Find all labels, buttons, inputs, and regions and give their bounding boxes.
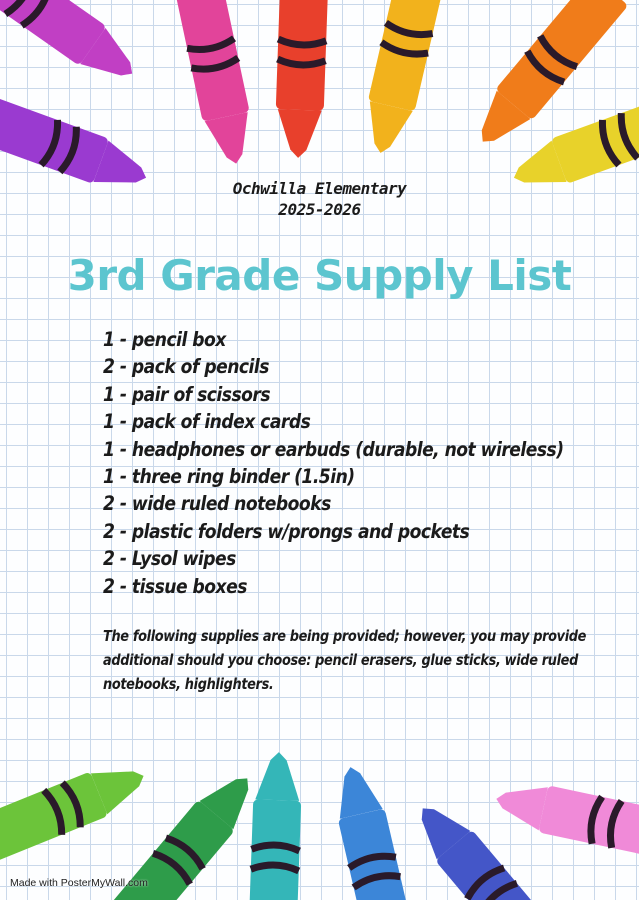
supply-list xyxy=(103,326,626,600)
list-item: 2 - wide ruled notebooks xyxy=(103,492,331,516)
page-title: 3rd Grade Supply List xyxy=(67,251,572,300)
provided-supplies-note: The following supplies are being provided; however, you may provide additional should you choose: pencil erasers, glue sticks, wide ruled notebooks, highlighters. xyxy=(103,627,587,693)
crayon-pink-icon xyxy=(172,0,260,169)
list-item: 2 - pack of pencils xyxy=(103,355,269,379)
list-item: 1 - pencil box xyxy=(103,328,226,351)
list-item: 1 - pair of scissors xyxy=(103,382,271,406)
crayon-yellow-orange-icon xyxy=(357,0,448,158)
crayon-teal-icon xyxy=(248,751,303,900)
school-name: Ochwilla Elementary xyxy=(232,179,407,198)
school-header xyxy=(0,178,639,220)
list-item: 2 - Lysol wipes xyxy=(103,547,236,571)
list-item: 1 - headphones or earbuds (durable, not wireless) xyxy=(103,437,564,461)
list-item: 1 - three ring binder (1.5in) xyxy=(103,465,355,489)
crayon-green-icon xyxy=(0,754,153,873)
watermark: Made with PosterMyWall.com xyxy=(10,877,148,889)
crayon-red-icon xyxy=(274,0,329,159)
crayon-light-pink-icon xyxy=(491,775,639,863)
crayon-blue-icon xyxy=(327,762,418,900)
crayon-magenta-icon xyxy=(0,0,146,93)
list-item: 1 - pack of index cards xyxy=(103,410,311,434)
list-item: 2 - tissue boxes xyxy=(103,574,247,598)
list-item: 2 - plastic folders w/prongs and pockets xyxy=(103,519,470,543)
school-year: 2025-2026 xyxy=(278,200,361,219)
